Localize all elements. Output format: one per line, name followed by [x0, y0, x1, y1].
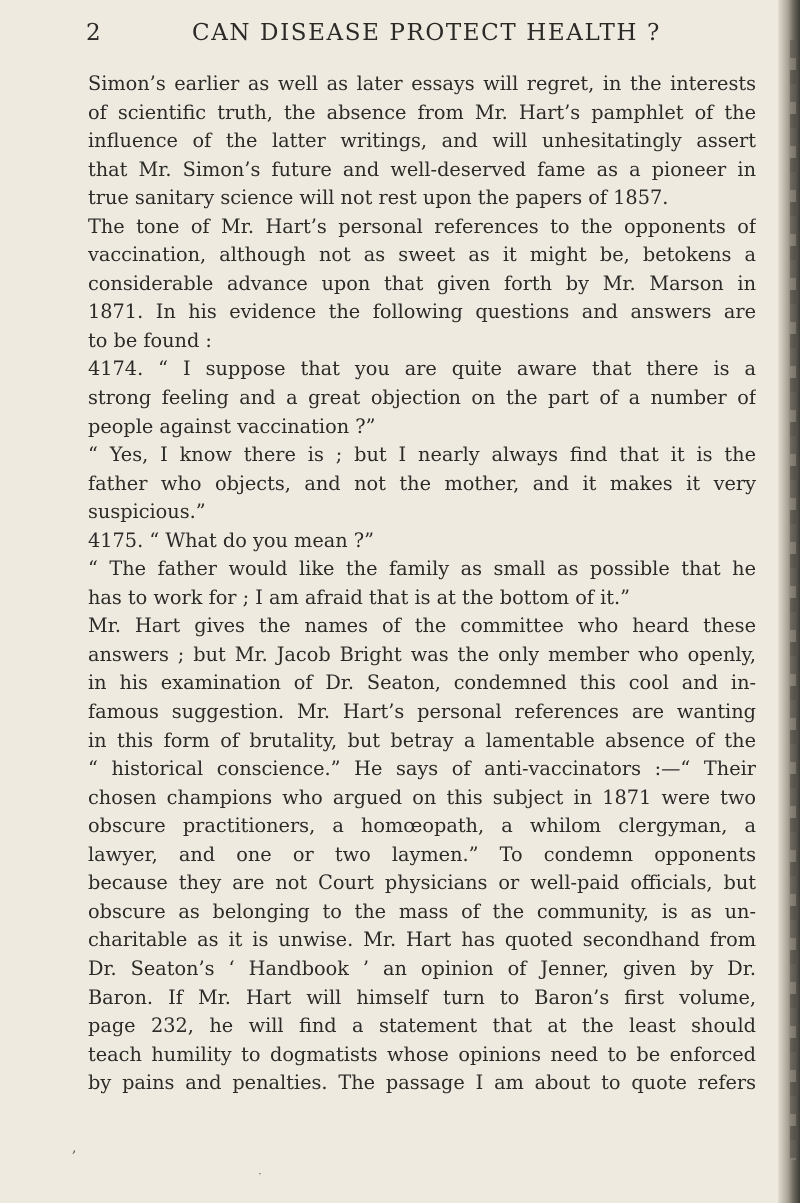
text-line: 4175. “ What do you mean ?” — [88, 528, 374, 552]
text-line: influence of the latter writings, and will unhesitatingly assert — [88, 129, 756, 153]
text-line: in his examination of Dr. Seaton, condemned this cool and in- — [88, 671, 756, 695]
paper-speck: · — [258, 1167, 262, 1181]
text-line: 4174. “ I suppose that you are quite aware that there is a — [88, 357, 756, 381]
text-line: people against vaccination ?” — [88, 414, 376, 438]
text-line: Mr. Hart gives the names of the committee who heard these — [88, 614, 756, 638]
text-line: “ Yes, I know there is ; but I nearly always find that it is the — [88, 443, 756, 467]
text-line: charitable as it is unwise. Mr. Hart has quoted secondhand from — [88, 928, 756, 952]
text-line: of scientific truth, the absence from Mr. Hart’s pamphlet of the — [88, 100, 756, 124]
text-line: “ historical conscience.” He says of anti-vaccinators :—“ Their — [88, 757, 756, 781]
text-line: answers ; but Mr. Jacob Bright was the only member who openly, — [88, 642, 756, 666]
book-edge-texture — [790, 40, 796, 1160]
text-line: suspicious.” — [88, 500, 206, 524]
text-line: Dr. Seaton’s ‘ Handbook ’ an opinion of Jenner, given by Dr. — [88, 956, 756, 980]
text-line: because they are not Court physicians or well-paid officials, but — [88, 871, 756, 895]
text-line: that Mr. Simon’s future and well-deserved fame as a pioneer in — [88, 157, 756, 181]
text-line: to be found : — [88, 328, 212, 352]
text-line: true sanitary science will not rest upon the papers of 1857. — [88, 186, 669, 210]
text-line: considerable advance upon that given forth by Mr. Marson in — [88, 271, 756, 295]
body-text — [88, 70, 756, 1098]
text-line: strong feeling and a great objection on the part of a number of — [88, 386, 756, 410]
text-line: teach humility to dogmatists whose opinions need to be enforced — [88, 1042, 756, 1066]
text-line: The tone of Mr. Hart’s personal references to the opponents of — [88, 214, 756, 238]
book-edge-shadow — [778, 0, 800, 1203]
text-line: chosen champions who argued on this subject in 1871 were two — [88, 785, 756, 809]
text-line: obscure practitioners, a homœopath, a whilom clergyman, a — [88, 814, 756, 838]
running-head: CAN DISEASE PROTECT HEALTH ? — [192, 20, 661, 46]
margin-mark: , — [72, 1140, 77, 1156]
text-line: obscure as belonging to the mass of the community, is as un- — [88, 899, 756, 923]
text-line: has to work for ; I am afraid that is at the bottom of it.” — [88, 585, 630, 609]
text-line: by pains and penalties. The passage I am about to quote refers — [88, 1071, 756, 1095]
text-line: Simon’s earlier as well as later essays will regret, in the interests — [88, 72, 756, 95]
text-line: lawyer, and one or two laymen.” To condemn opponents — [88, 842, 756, 866]
text-line: Baron. If Mr. Hart will himself turn to Baron’s first volume, — [88, 985, 756, 1009]
text-line: 1871. In his evidence the following questions and answers are — [88, 300, 756, 324]
text-line: vaccination, although not as sweet as it might be, betokens a — [88, 243, 756, 267]
text-line: in this form of brutality, but betray a lamentable absence of the — [88, 728, 756, 752]
text-line: famous suggestion. Mr. Hart’s personal references are wanting — [88, 700, 756, 724]
text-line: father who objects, and not the mother, and it makes it very — [88, 471, 756, 495]
page-number: 2 — [86, 20, 102, 46]
text-line: “ The father would like the family as small as possible that he — [88, 557, 756, 581]
text-line: page 232, he will find a statement that at the least should — [88, 1014, 756, 1038]
